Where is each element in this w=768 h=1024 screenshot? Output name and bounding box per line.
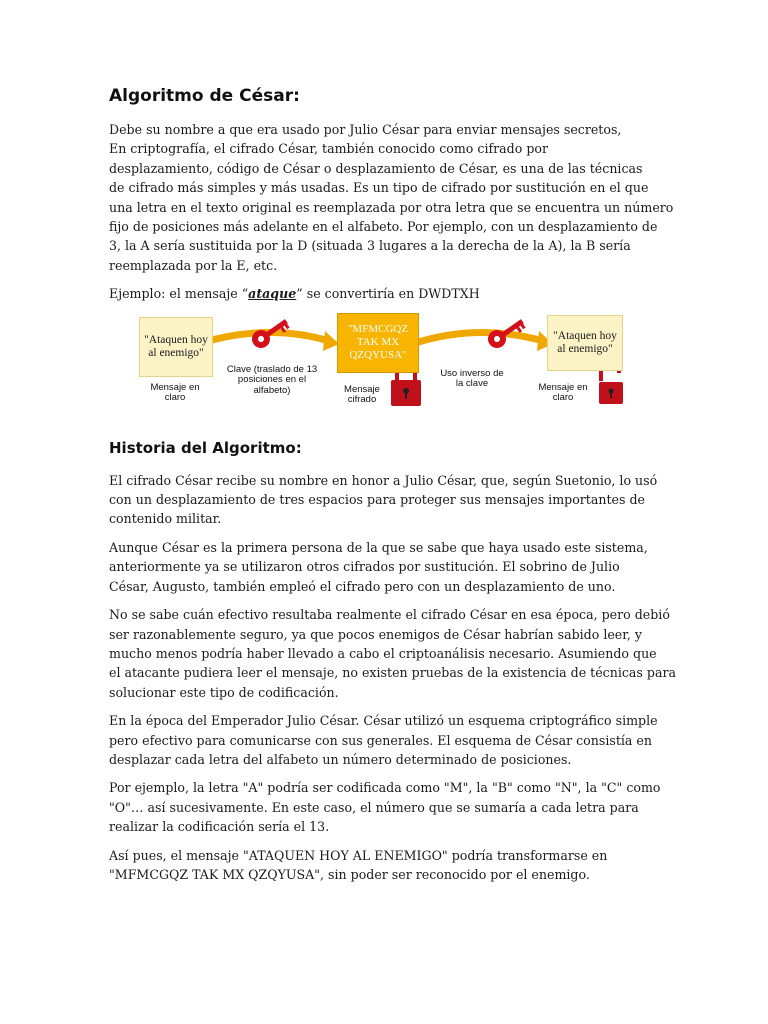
example-prefix: Ejemplo: el mensaje “ <box>109 286 249 302</box>
intro-paragraph <box>109 120 674 275</box>
text-line: Así pues, el mensaje "ATAQUEN HOY AL ENEMIGO" podría transformarse en <box>109 847 608 863</box>
text-line: 3, la A sería sustituida por la D (situada 3 lugares a la derecha de la A), la B sería <box>109 238 631 254</box>
text-line: Debe su nombre a que era usado por Julio César para enviar mensajes secretos, <box>109 122 622 137</box>
text-line: Aunque César es la primera persona de la que se sabe que haya usado este sistema, <box>109 539 648 555</box>
example-suffix: ” se convertiría en DWDTXH <box>296 286 480 302</box>
text-line: pero efectivo para comunicarse con sus generales. El esquema de César consistía en <box>109 732 652 748</box>
text-line: el atacante pudiera leer el mensaje, no existen pruebas de la existencia de técnicas para <box>109 665 677 681</box>
caesar-cipher-diagram <box>139 313 639 421</box>
ciphertext-message: "MFMCGQZ TAK MX QZQYUSA" <box>347 323 409 362</box>
plaintext-message: "Ataquen hoy al enemigo" <box>144 333 208 359</box>
text-line: mucho menos podría haber llevado a cabo el criptoanálisis necesario. Asumiendo que <box>109 645 657 661</box>
text-line: contenido militar. <box>109 511 222 527</box>
document-page <box>109 86 677 893</box>
text-line: desplazamiento, código de César o desplazamiento de César, es una de las técnicas <box>109 160 643 176</box>
ciphertext-box <box>337 313 419 373</box>
decrypted-label: Mensaje en claro <box>538 381 588 404</box>
arrow-2-icon <box>415 332 543 343</box>
text-line: Por ejemplo, la letra "A" podría ser codificada como "M", la "B" como "N", la "C" como <box>109 780 661 796</box>
text-line: No se sabe cuán efectivo resultaba realmente el cifrado César en esa época, pero debió <box>109 607 670 623</box>
key-label: Clave (traslado de 13 posiciones en el alfabeto) <box>226 363 318 396</box>
text-line: "MFMCGQZ TAK MX QZQYUSA", sin poder ser reconocido por el enemigo. <box>109 866 590 882</box>
history-paragraph-2 <box>109 538 661 596</box>
text-line: fijo de posiciones más adelante en el alfabeto. Por ejemplo, con un desplazamiento de <box>109 219 658 235</box>
example-paragraph <box>109 284 661 303</box>
text-line: con un desplazamiento de tres espacios para proteger sus mensajes importantes de <box>109 492 645 508</box>
text-line: "O"… así sucesivamente. En este caso, el número que se sumaría a cada letra para <box>109 799 639 815</box>
section-heading: Historia del Algoritmo: <box>109 438 302 457</box>
inverse-key-label: Uso inverso de la clave <box>440 367 504 390</box>
text-line: El cifrado César recibe su nombre en honor a Julio César, que, según Suetonio, lo usó <box>109 472 658 488</box>
text-line: solucionar este tipo de codificación. <box>109 684 339 700</box>
text-line: César, Augusto, también empleó el cifrado pero con un desplazamiento de uno. <box>109 578 616 594</box>
plaintext-box <box>139 317 213 377</box>
text-line: desplazar cada letra del alfabeto un número determinado de posiciones. <box>109 751 572 767</box>
text-line: anteriormente ya se utilizaron otros cifrados por sustitución. El sobrino de Julio <box>109 559 620 575</box>
decrypted-box <box>547 315 623 371</box>
history-paragraph-6 <box>109 846 661 885</box>
history-paragraph-4 <box>109 711 661 769</box>
text-line: realizar la codificación sería el 13. <box>109 819 330 835</box>
ciphertext-label: Mensaje cifrado <box>344 383 380 406</box>
history-paragraph-3 <box>109 605 677 702</box>
text-line: una letra en el texto original es reemplazada por otra letra que se encuentra un número <box>109 199 674 215</box>
text-line: ser razonablemente seguro, ya que pocos enemigos de César habrían sabido leer, y <box>109 626 643 642</box>
plaintext-label: Mensaje en claro <box>150 381 200 404</box>
decrypted-message: "Ataquen hoy al enemigo" <box>553 329 617 355</box>
text-line: de cifrado más simples y más usadas. Es un tipo de cifrado por sustitución en el que <box>109 180 649 196</box>
example-word: ataque <box>248 286 297 302</box>
text-line: En criptografía, el cifrado César, también conocido como cifrado por <box>109 141 548 157</box>
text-line: reemplazada por la E, etc. <box>109 257 278 273</box>
text-line: En la época del Emperador Julio César. César utilizó un esquema criptográfico simple <box>109 713 658 729</box>
history-paragraph-1 <box>109 471 661 529</box>
history-paragraph-5 <box>109 778 661 836</box>
page-title: Algoritmo de César: <box>109 86 300 106</box>
